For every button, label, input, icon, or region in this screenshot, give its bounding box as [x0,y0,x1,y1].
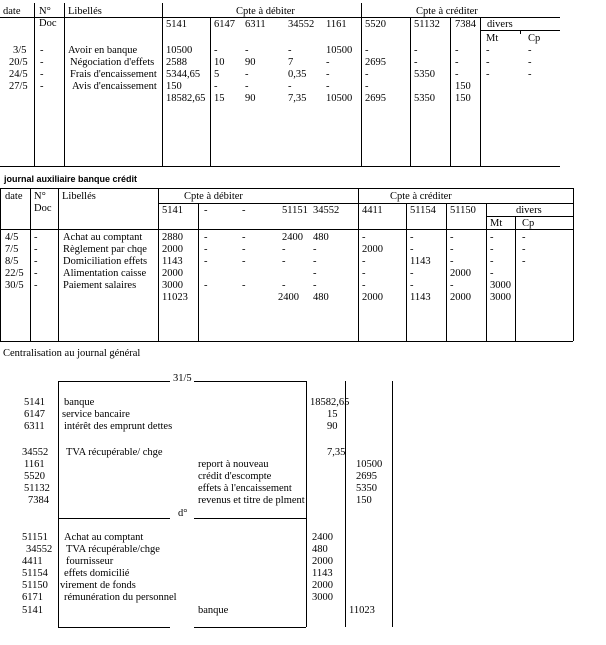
t1-cell-amount: 10500 [326,45,353,56]
t1-cell-amount: - [414,45,418,56]
t2-cell-libelle: Règlement par chqe [63,244,147,255]
hdr-debiter: Cpte à débiter [236,6,295,17]
t3-debit: 15 [327,409,338,420]
t3-debit: 480 [312,544,328,555]
t2-cell-amount: - [410,244,414,255]
t1-col-header: 5141 [166,19,187,30]
t2-total: 1143 [410,292,431,303]
t3-debit: 1143 [312,568,333,579]
t3-account: 51150 [22,580,48,591]
t2-cell-amount: - [204,232,208,243]
hdr-date: date [3,6,21,17]
t2-cell-cp: - [522,244,526,255]
t3-libelle: report à nouveau [198,459,269,470]
t2-cell-amount: - [410,268,414,279]
t1-cell-amount: - [326,57,330,68]
t2-cell-amount: - [450,244,454,255]
t2-cell-mt: - [490,232,494,243]
t2-cell-amount: - [410,280,414,291]
t1-cell-amount: 7 [288,57,294,68]
t2-cell-doc: - [34,244,38,255]
t2-cell-amount: - [204,244,208,255]
t1-cell-doc: - [40,57,44,68]
t2-total: 480 [313,292,329,303]
t2-col-header: 51154 [410,205,436,216]
t2-cell-amount: 2880 [162,232,183,243]
t3-libelle: service bancaire [62,409,130,420]
t2-cell-amount: - [450,280,454,291]
t3-libelle: banque [64,397,95,408]
t2-cell-amount: - [410,232,414,243]
t2-cell-doc: - [34,268,38,279]
t1-cell-date: 24/5 [9,69,28,80]
t1-cell-date: 3/5 [13,45,27,56]
t3-account: 1161 [24,459,45,470]
t1-cell-amount: - [455,45,459,56]
t3-account: 5141 [24,397,45,408]
t2-cell-amount: - [282,280,286,291]
t2-hdr-crediter: Cpte à créditer [390,191,452,202]
t3-libelle: revenus et titre de plment [198,495,305,506]
t1-cell-amount: 90 [245,57,256,68]
t2-col-header: 51151 [282,205,308,216]
t1-cell-libelle: Avoir en banque [68,45,138,56]
hdr-doc: Doc [39,18,57,29]
t2-cell-amount: - [450,232,454,243]
t2-cell-amount: - [362,256,366,267]
t1-col-header: 6147 [214,19,235,30]
hdr-cp: Cp [528,33,541,44]
hdr-mt: Mt [486,33,499,44]
t2-hdr-debiter: Cpte à débiter [184,191,243,202]
t3-credit: 5350 [356,483,377,494]
t2-cell-amount: - [242,244,246,255]
t3-libelle: TVA récupérable/chge [66,544,160,555]
t2-title: journal auxiliaire banque crédit [4,174,138,184]
t1-cell-amount: - [365,81,369,92]
t1-cell-cp: - [528,45,532,56]
t2-cell-amount: - [282,244,286,255]
t2-cell-amount: 3000 [162,280,183,291]
t2-col-header: - [204,205,208,216]
t1-cell-amount: 150 [455,81,471,92]
t2-hdr-divers: divers [516,205,542,216]
t3-credit: 150 [356,495,372,506]
t2-col-header: 4411 [362,205,383,216]
t2-total: 11023 [162,292,188,303]
t2-cell-amount: 1143 [410,256,431,267]
t1-col-header: 5520 [365,19,386,30]
hdr-no: N° [39,6,51,17]
t1-cell-amount: - [214,81,218,92]
t3-credit: 2695 [356,471,377,482]
t1-cell-amount: - [326,81,330,92]
t1-cell-mt: - [486,69,490,80]
t2-cell-date: 30/5 [5,280,24,291]
t3-account: 51132 [24,483,50,494]
t1-cell-amount: 10 [214,57,225,68]
t3-debit: 2400 [312,532,333,543]
t3-account: 5520 [24,471,45,482]
t3-date: 31/5 [173,373,192,384]
t3-account: 6171 [22,592,43,603]
t3-libelle: effets domicilié [64,568,130,579]
t3-libelle: banque [198,605,229,616]
t3-do-label: d° [178,508,188,519]
t2-cell-amount: - [242,232,246,243]
t2-col-header: - [242,205,246,216]
t2-cell-amount: 2000 [450,268,471,279]
t2-cell-mt: - [490,256,494,267]
t2-cell-amount: - [313,256,317,267]
t2-cell-amount: - [242,256,246,267]
t3-account: 7384 [28,495,49,506]
t2-hdr-doc: Doc [34,203,52,214]
t2-cell-date: 7/5 [5,244,19,255]
t2-cell-amount: - [450,256,454,267]
t1-cell-amount: 10500 [166,45,193,56]
t2-cell-amount: - [362,232,366,243]
t3-libelle: crédit d'escompte [198,471,272,482]
t1-cell-doc: - [40,45,44,56]
t3-debit: 7,35 [327,447,346,458]
t2-total: 2000 [362,292,383,303]
t1-cell-amount: 5350 [414,69,435,80]
t2-cell-amount: - [282,256,286,267]
t1-cell-amount: - [414,57,418,68]
t2-cell-cp: - [522,256,526,267]
t2-cell-amount: 480 [313,232,329,243]
t2-cell-amount: - [362,268,366,279]
t1-cell-libelle: Négociation d'effets [70,57,155,68]
t1-col-header: 51132 [414,19,440,30]
t1-cell-mt: - [486,45,490,56]
t1-cell-amount: - [365,69,369,80]
t1-cell-amount: 2588 [166,57,187,68]
t1-cell-doc: - [40,81,44,92]
t3-account: 6147 [24,409,45,420]
t3-debit: 3000 [312,592,333,603]
t2-cell-libelle: Alimentation caisse [63,268,147,279]
hdr-crediter: Cpte à créditer [416,6,478,17]
hdr-libelles: Libellés [68,6,102,17]
t1-cell-doc: - [40,69,44,80]
t1-cell-amount: - [214,45,218,56]
t2-col-header: 34552 [313,205,340,216]
t1-total: 2695 [365,93,386,104]
t1-cell-amount: - [288,81,292,92]
t3-account: 34552 [22,447,49,458]
t3-libelle: TVA récupérable/ chge [66,447,163,458]
hdr-divers: divers [487,19,513,30]
t2-cell-amount: - [204,280,208,291]
t1-cell-amount: - [455,57,459,68]
t3-libelle: virement de fonds [60,580,136,591]
t2-cell-date: 4/5 [5,232,19,243]
t1-col-header: 6311 [245,19,266,30]
t2-cell-date: 8/5 [5,256,19,267]
t2-cell-amount: - [204,256,208,267]
t1-cell-amount: - [455,69,459,80]
t1-cell-cp: - [528,57,532,68]
t2-cell-amount: - [313,268,317,279]
t2-cell-doc: - [34,256,38,267]
t3-account: 5141 [22,605,43,616]
t3-account: 51151 [22,532,48,543]
t3-debit: 2000 [312,580,333,591]
t2-col-header: 5141 [162,205,183,216]
t1-cell-cp: - [528,69,532,80]
t3-account: 6311 [24,421,45,432]
t2-cell-amount: - [362,280,366,291]
t1-total: 90 [245,93,256,104]
t3-libelle: rémunération du personnel [64,592,177,603]
t1-cell-amount: - [245,45,249,56]
t2-total: 2400 [278,292,299,303]
t1-col-header: 1161 [326,19,347,30]
t2-col-header: 51150 [450,205,476,216]
t1-total: 10500 [326,93,353,104]
t2-cell-doc: - [34,232,38,243]
t1-cell-libelle: Avis d'encaissement [72,81,157,92]
t1-cell-amount: - [326,69,330,80]
t1-cell-amount: - [245,69,249,80]
t2-cell-amount: 2400 [282,232,303,243]
t3-libelle: intérêt des emprunt dettes [64,421,173,432]
t1-cell-date: 20/5 [9,57,28,68]
t1-total: 15 [214,93,225,104]
t2-cell-libelle: Paiement salaires [63,280,137,291]
t3-libelle: effets à l'encaissement [198,483,292,494]
t1-total: 7,35 [288,93,307,104]
t1-cell-amount: 5344,65 [166,69,201,80]
t2-cell-amount: - [313,244,317,255]
t3-account: 51154 [22,568,48,579]
t3-libelle: Achat au comptant [64,532,144,543]
t3-credit: 10500 [356,459,383,470]
t1-cell-amount: - [365,45,369,56]
t1-cell-amount: - [288,45,292,56]
t2-cell-amount: 2000 [162,244,183,255]
t3-debit: 2000 [312,556,333,567]
t2-hdr-mt: Mt [490,218,503,229]
t1-total: 18582,65 [166,93,206,104]
t2-total: 2000 [450,292,471,303]
t2-hdr-cp: Cp [522,218,535,229]
t2-cell-amount: 1143 [162,256,183,267]
t1-cell-amount: 2695 [365,57,386,68]
t2-cell-mt: 3000 [490,280,511,291]
t2-hdr-no: N° [34,191,46,202]
t3-account: 4411 [22,556,43,567]
t1-cell-amount: 0,35 [288,69,307,80]
t1-col-header: 34552 [288,19,315,30]
t2-cell-libelle: Domiciliation effets [63,256,148,267]
t2-cell-libelle: Achat au comptant [63,232,143,243]
t2-cell-amount: 2000 [162,268,183,279]
t1-col-header: 7384 [455,19,476,30]
t3-debit: 18582,65 [310,397,350,408]
t1-total: 150 [455,93,471,104]
t2-cell-amount: - [313,280,317,291]
t2-cell-doc: - [34,280,38,291]
t2-cell-cp: - [522,232,526,243]
t2-hdr-libelles: Libellés [62,191,96,202]
t1-cell-mt: - [486,57,490,68]
t3-libelle: fournisseur [66,556,114,567]
t1-cell-amount: 150 [166,81,182,92]
t2-cell-mt: - [490,268,494,279]
t2-cell-mt: - [490,244,494,255]
t1-cell-amount: - [245,81,249,92]
t1-total: 5350 [414,93,435,104]
t2-total-mt: 3000 [490,292,511,303]
t3-credit: 11023 [349,605,375,616]
t2-cell-amount: - [242,280,246,291]
t3-title: Centralisation au journal général [3,348,141,359]
t2-hdr-date: date [5,191,23,202]
t1-cell-amount: 5 [214,69,220,80]
t1-cell-libelle: Frais d'encaissement [70,69,157,80]
t3-debit: 90 [327,421,338,432]
t3-account: 34552 [26,544,53,555]
t2-cell-date: 22/5 [5,268,24,279]
t2-cell-amount: 2000 [362,244,383,255]
t1-cell-date: 27/5 [9,81,28,92]
